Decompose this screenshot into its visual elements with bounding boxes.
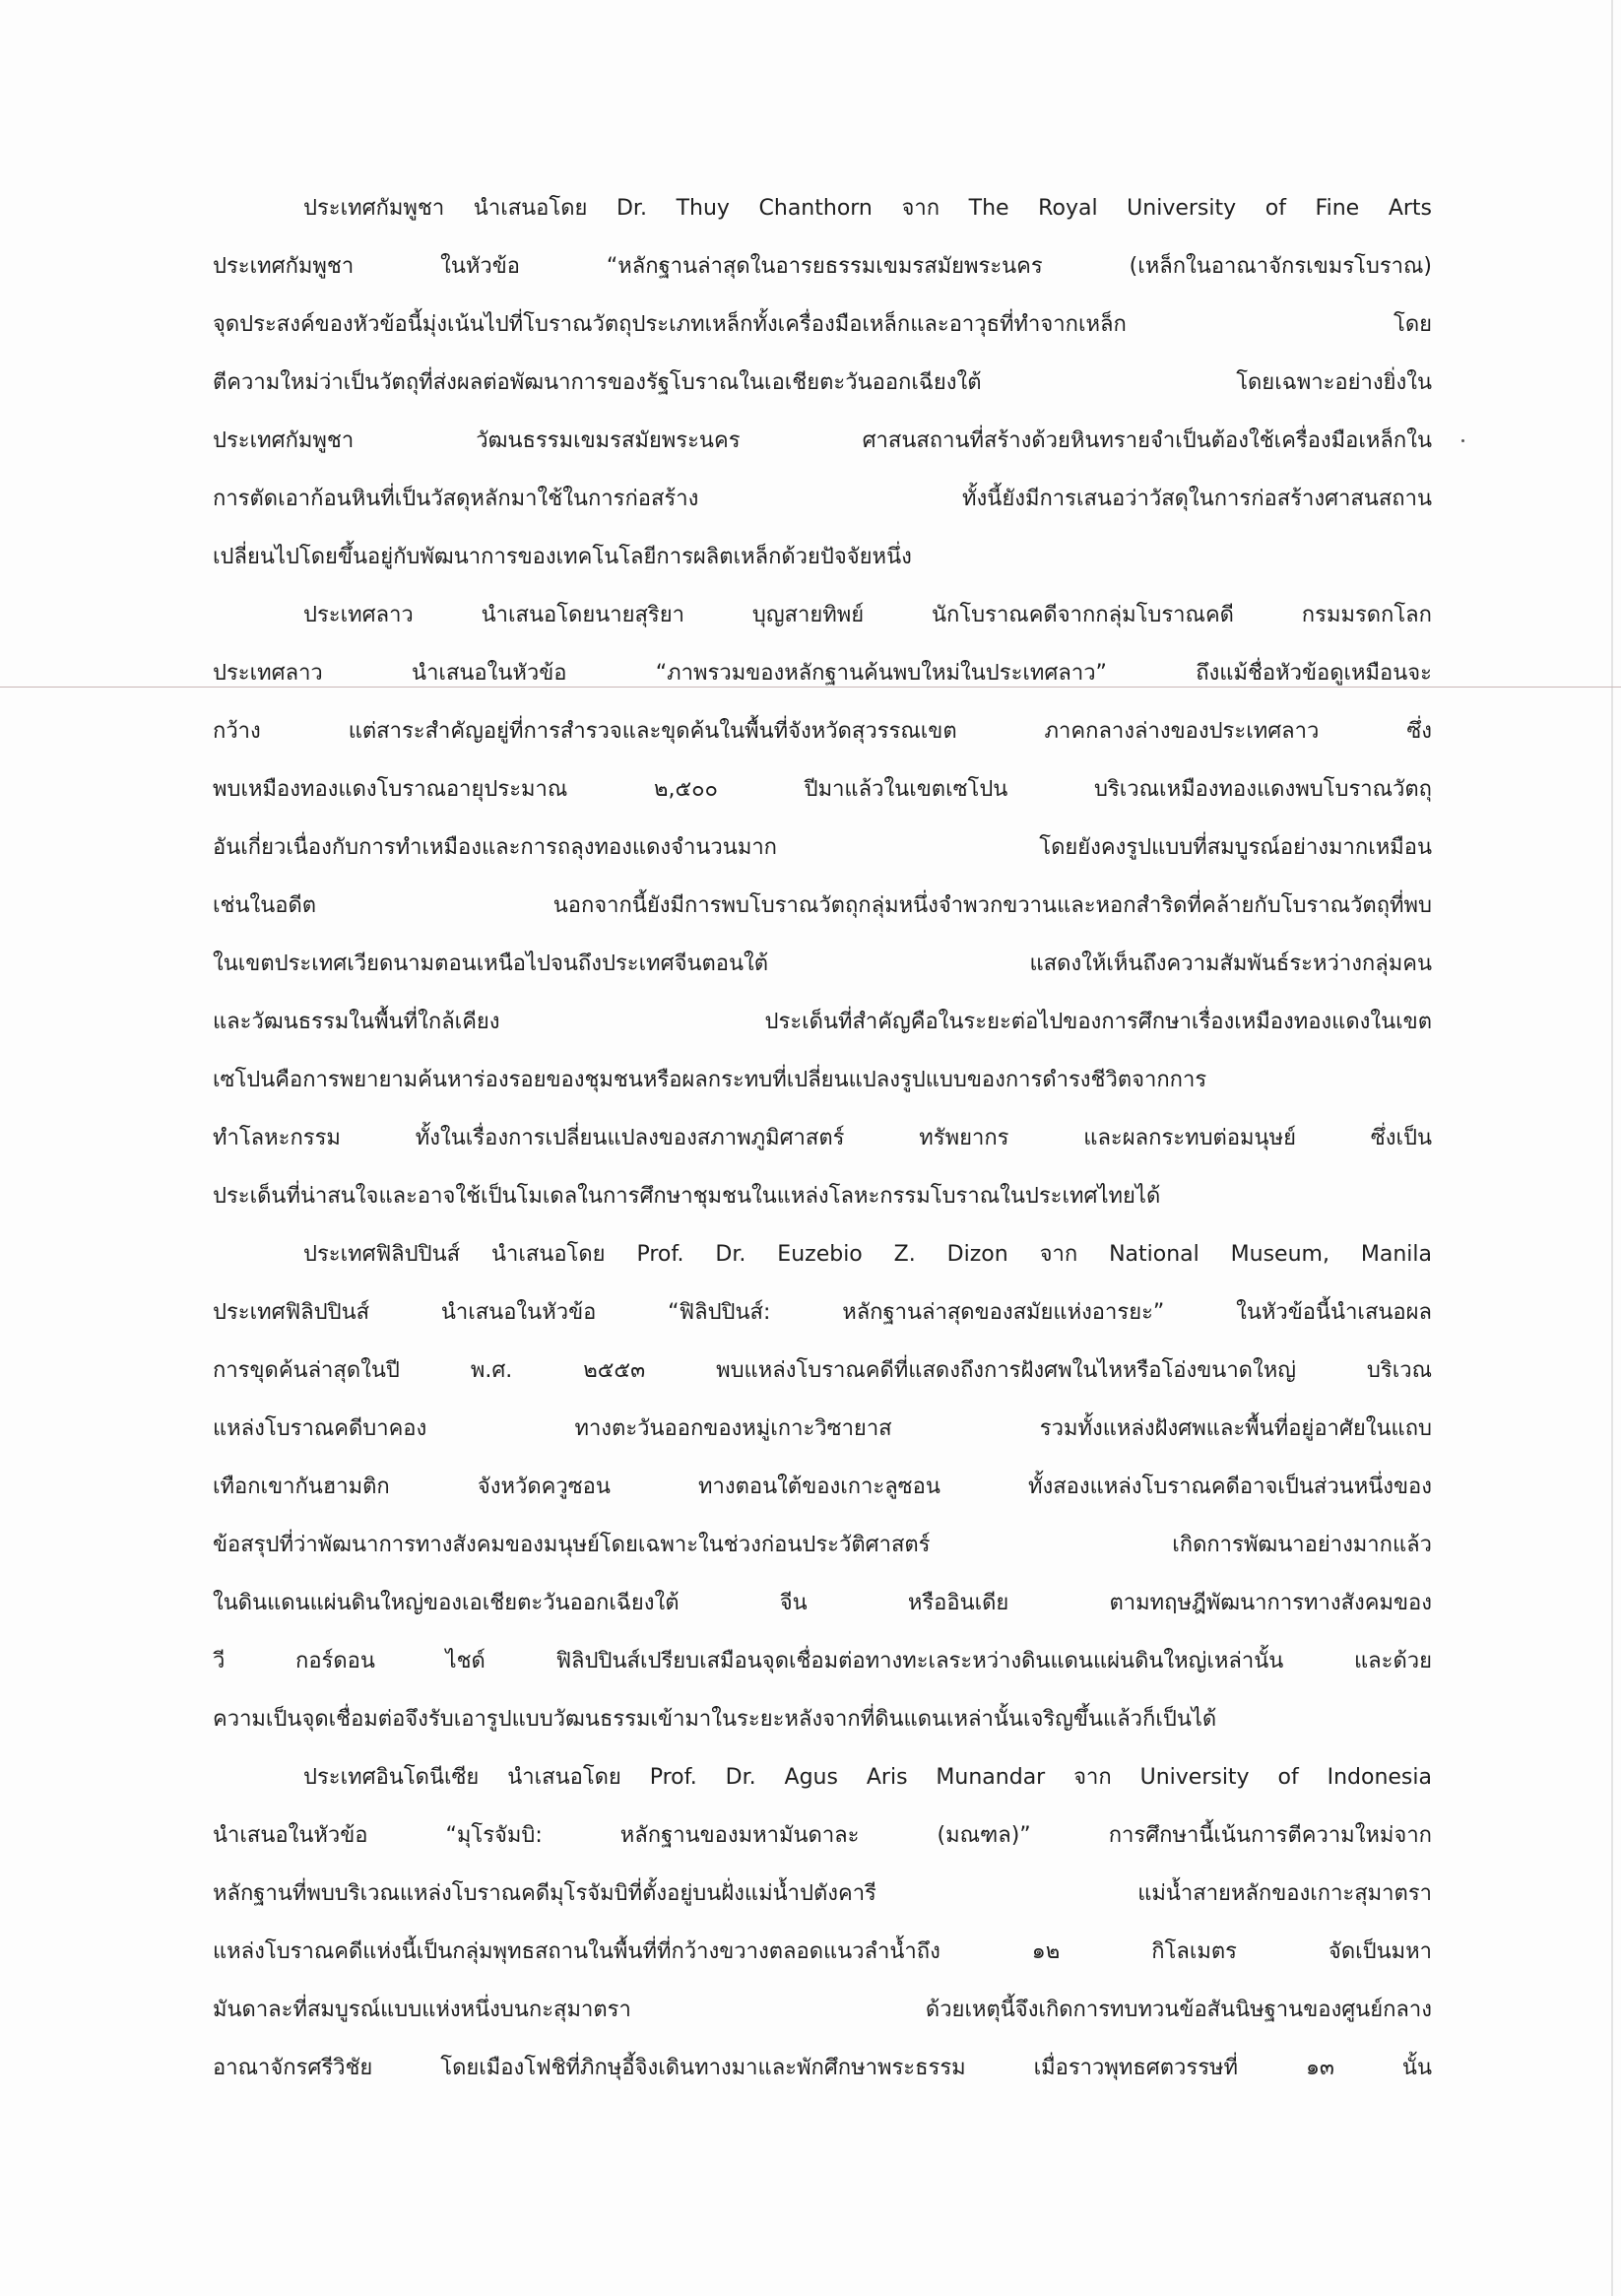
text-line: ประเทศกัมพูชา นำเสนอโดย Dr. Thuy Chanthorn จาก The Royal University of Fine Arts [303, 196, 1432, 221]
text-line: แหล่งโบราณคดีบาคอง ทางตะวันออกของหมู่เกาะวิซายาส รวมทั้งแหล่งฝังศพและพื้นที่อยู่อาศัยในแถบ [213, 1416, 1432, 1441]
paragraph-indonesia [213, 1748, 1432, 2097]
text-line: วี กอร์ดอน ไชด์ ฟิลิปปินส์เปรียบเสมือนจุดเชื่อมต่อทางทะเลระหว่างดินแดนแผ่นดินใหญ่เหล่านั้น และด้วย [213, 1649, 1432, 1673]
text-line: มันดาละที่สมบูรณ์แบบแห่งหนึ่งบนกะสุมาตรา ด้วยเหตุนี้จึงเกิดการทบทวนข้อสันนิษฐานของศูนย์กลาง [213, 1998, 1432, 2022]
paragraph-philippines [213, 1225, 1432, 1748]
text-line: ในดินแดนแผ่นดินใหญ่ของเอเชียตะวันออกเฉียงใต้ จีน หรืออินเดีย ตามทฤษฎีพัฒนาการทางสังคมของ [213, 1591, 1432, 1615]
text-line: ประเทศกัมพูชา วัฒนธรรมเขมรสมัยพระนคร ศาสนสถานที่สร้างด้วยหินทรายจำเป็นต้องใช้เครื่องมือเหล็กใน [213, 428, 1432, 453]
text-line: การตัดเอาก้อนหินที่เป็นวัสดุหลักมาใช้ในการก่อสร้าง ทั้งนี้ยังมีการเสนอว่าวัสดุในการก่อสร้างศาสนสถาน [213, 487, 1432, 511]
text-line: ข้อสรุปที่ว่าพัฒนาการทางสังคมของมนุษย์โดยเฉพาะในช่วงก่อนประวัติศาสตร์ เกิดการพัฒนาอย่างมากแล้ว [213, 1533, 1432, 1557]
text-line: อาณาจักรศรีวิชัย โดยเมืองโฟชิที่ภิกษุอี้จิงเดินทางมาและพักศึกษาพระธรรม เมื่อราวพุทธศตวรรษที่ ๑๓ นั้น [213, 2056, 1432, 2080]
text-line: ประเทศอินโดนีเซีย นำเสนอโดย Prof. Dr. Agus Aris Munandar จาก University of Indonesia [303, 1765, 1432, 1790]
text-line: ประเทศกัมพูชา ในหัวข้อ “หลักฐานล่าสุดในอารยธรรมเขมรสมัยพระนคร (เหล็กในอาณาจักรเขมรโบราณ) [213, 254, 1432, 279]
text-line: ในเขตประเทศเวียดนามตอนเหนือไปจนถึงประเทศจีนตอนใต้ แสดงให้เห็นถึงความสัมพันธ์ระหว่างกลุ่มคน [213, 951, 1432, 976]
text-line: เทือกเขากันฮามติก จังหวัดควูซอน ทางตอนใต้ของเกาะลูซอน ทั้งสองแหล่งโบราณคดีอาจเป็นส่วนหนึ่งของ [213, 1475, 1432, 1499]
text-line: ประเทศลาว นำเสนอในหัวข้อ “ภาพรวมของหลักฐานค้นพบใหม่ในประเทศลาว” ถึงแม้ชื่อหัวข้อดูเหมือนจะ [213, 661, 1432, 686]
text-line: เซโปนคือการพยายามค้นหาร่องรอยของชุมชนหรือผลกระทบที่เปลี่ยนแปลงรูปแบบของการดำรงชีวิตจากการ [213, 1068, 1207, 1092]
text-line: เปลี่ยนไปโดยขึ้นอยู่กับพัฒนาการของเทคโนโลยีการผลิตเหล็กด้วยปัจจัยหนึ่ง [213, 545, 912, 569]
text-line: จุดประสงค์ของหัวข้อนี้มุ่งเน้นไปที่โบราณวัตถุประเภทเหล็กทั้งเครื่องมือเหล็กและอาวุธที่ทำจากเหล็ก โดย [213, 312, 1432, 337]
text-line: หลักฐานที่พบบริเวณแหล่งโบราณคดีมุโรจัมบิที่ตั้งอยู่บนฝั่งแม่น้ำปตังคารี แม่น้ำสายหลักของเกาะสุมาตรา [213, 1881, 1432, 1906]
text-line: ประเทศฟิลิปปินส์ นำเสนอในหัวข้อ “ฟิลิปปินส์: หลักฐานล่าสุดของสมัยแห่งอารยะ” ในหัวข้อนี้นำเสนอผล [213, 1300, 1432, 1325]
document-body [213, 179, 1432, 2097]
text-line: เช่นในอดีต นอกจากนี้ยังมีการพบโบราณวัตถุกลุ่มหนึ่งจำพวกขวานและหอกสำริดที่คล้ายกับโบราณวัตถุที่พบ [213, 893, 1432, 918]
text-line: ประเทศฟิลิปปินส์ นำเสนอโดย Prof. Dr. Euzebio Z. Dizon จาก National Museum, Manila [303, 1242, 1432, 1267]
paragraph-laos [213, 586, 1432, 1225]
scan-speck [1461, 439, 1464, 442]
paragraph-cambodia [213, 179, 1432, 586]
text-line: อันเกี่ยวเนื่องกับการทำเหมืองและการถลุงทองแดงจำนวนมาก โดยยังคงรูปแบบที่สมบูรณ์อย่างมากเหมือน [213, 835, 1432, 860]
text-line: ตีความใหม่ว่าเป็นวัตถุที่ส่งผลต่อพัฒนาการของรัฐโบราณในเอเชียตะวันออกเฉียงใต้ โดยเฉพาะอย่างยิ่งใน [213, 370, 1432, 395]
scan-edge [1611, 0, 1613, 2296]
text-line: ความเป็นจุดเชื่อมต่อจึงรับเอารูปแบบวัฒนธรรมเข้ามาในระยะหลังจากที่ดินแดนเหล่านั้นเจริญขึ้นแล้วก็เป็นได้ [213, 1707, 1217, 1732]
text-line: นำเสนอในหัวข้อ “มุโรจัมบิ: หลักฐานของมหามันดาละ (มณฑล)” การศึกษานี้เน้นการตีความใหม่จาก [213, 1823, 1432, 1848]
text-line: แหล่งโบราณคดีแห่งนี้เป็นกลุ่มพุทธสถานในพื้นที่ที่กว้างขวางตลอดแนวลำน้ำถึง ๑๒ กิโลเมตร จัดเป็นมหา [213, 1939, 1432, 1964]
text-line: พบเหมืองทองแดงโบราณอายุประมาณ ๒,๕๐๐ ปีมาแล้วในเขตเซโปน บริเวณเหมืองทองแดงพบโบราณวัตถุ [213, 777, 1432, 802]
text-line: และวัฒนธรรมในพื้นที่ใกล้เคียง ประเด็นที่สำคัญคือในระยะต่อไปของการศึกษาเรื่องเหมืองทองแดงในเขต [213, 1010, 1432, 1034]
text-line: ทำโลหะกรรม ทั้งในเรื่องการเปลี่ยนแปลงของสภาพภูมิศาสตร์ ทรัพยากร และผลกระทบต่อมนุษย์ ซึ่งเป็น [213, 1126, 1432, 1150]
text-line: กว้าง แต่สาระสำคัญอยู่ที่การสำรวจและขุดค้นในพื้นที่จังหวัดสุวรรณเขต ภาคกลางล่างของประเทศลาว ซึ่ง [213, 719, 1432, 744]
text-line: ประเด็นที่น่าสนใจและอาจใช้เป็นโมเดลในการศึกษาชุมชนในแหล่งโลหะกรรมโบราณในประเทศไทยได้ [213, 1184, 1161, 1209]
text-line: ประเทศลาว นำเสนอโดยนายสุริยา บุญสายทิพย์ นักโบราณคดีจากกลุ่มโบราณคดี กรมมรดกโลก [303, 603, 1432, 627]
text-line: การขุดค้นล่าสุดในปี พ.ศ. ๒๕๕๓ พบแหล่งโบราณคดีที่แสดงถึงการฝังศพในไหหรือโอ่งขนาดใหญ่ บริเวณ [213, 1358, 1432, 1383]
